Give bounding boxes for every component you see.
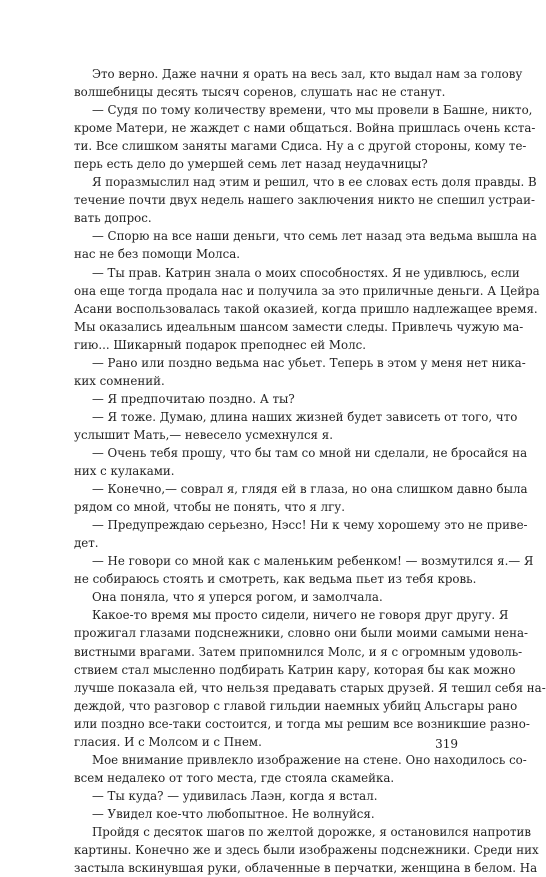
text-line: Я поразмыслил над этим и решил, что в ее словах есть доля правды. В: [92, 175, 537, 190]
text-line: дет.: [74, 536, 99, 551]
text-line: гласия. И с Молсом и с Пнем.: [74, 734, 262, 749]
text-line: них с кулаками.: [74, 464, 175, 479]
text-line: вистными врагами. Затем припомнился Молс, и я с огромным удоволь-: [74, 644, 523, 659]
text-line: рядом со мной, чтобы не понять, что я лгу.: [74, 500, 345, 515]
text-line: нас не без помощи Молса.: [74, 247, 241, 262]
text-line: ких сомнений.: [74, 373, 165, 388]
text-line: деждой, что разговор с главой гильдии наемных убийц Альсгары рано: [74, 698, 518, 713]
text-line: — Предупреждаю серьезно, Нэсс! Ни к чему хорошему это не приве-: [92, 518, 528, 533]
text-line: гию... Шикарный подарок преподнес ей Молс.: [74, 337, 366, 352]
text-line: — Очень тебя прошу, что бы там со мной ни сделали, не бросайся на: [92, 445, 528, 460]
text-line: — Судя по тому количеству времени, что мы провели в Башне, никто,: [92, 103, 533, 118]
text-line: она еще тогда продала нас и получила за это приличные деньги. А Цейра: [74, 283, 540, 298]
text-line: лучше показала ей, что нельзя предавать старых друзей. Я тешил себя на-: [74, 680, 546, 695]
text-line: — Я предпочитаю поздно. А ты?: [92, 391, 295, 406]
text-line: кроме Матери, не жаждет с нами общаться. Война пришлась очень кста-: [74, 121, 536, 136]
text-line: картины. Конечно же и здесь были изображены подснежники. Среди них: [74, 843, 539, 858]
text-line: — Спорю на все наши деньги, что семь лет назад эта ведьма вышла на: [92, 229, 537, 244]
text-line: — Ты прав. Катрин знала о моих способностях. Я не удивлюсь, если: [92, 265, 520, 280]
text-line: Пройдя с десяток шагов по желтой дорожке, я остановился напротив: [92, 824, 532, 839]
text-line: ти. Все слишком заняты магами Сдиса. Ну а с другой стороны, кому те-: [74, 139, 527, 154]
text-line: вать допрос.: [74, 211, 152, 226]
text-line: или поздно все-таки состоится, и тогда мы решим все возникшие разно-: [74, 716, 530, 731]
page-number: 319: [435, 737, 458, 751]
text-line: — Рано или поздно ведьма нас убьет. Теперь в этом у меня нет ника-: [92, 355, 526, 370]
text-line: — Я тоже. Думаю, длина наших жизней будет зависеть от того, что: [92, 409, 518, 424]
text-line: — Не говори со мной как с маленьким ребенком! — возмутился я.— Я: [92, 554, 534, 569]
text-line: Мое внимание привлекло изображение на стене. Оно находилось со-: [92, 752, 527, 767]
page-body-text: [74, 65, 546, 877]
text-line: прожигал глазами подснежники, словно они были моими самыми нена-: [74, 626, 529, 641]
text-line: — Ты куда? — удивилась Лаэн, когда я встал.: [92, 788, 378, 803]
text-line: Асани воспользовалась такой оказией, когда пришло надлежащее время.: [74, 301, 538, 316]
text-line: — Конечно,— соврал я, глядя ей в глаза, но она слишком давно была: [92, 482, 528, 497]
text-line: волшебницы десять тысяч соренов, слушать нас не станут.: [74, 85, 446, 100]
text-line: услышит Мать,— невесело усмехнулся я.: [74, 427, 333, 442]
text-line: Она поняла, что я уперся рогом, и замолчала.: [92, 590, 383, 605]
text-line: Мы оказались идеальным шансом замести следы. Привлечь чужую ма-: [74, 319, 524, 334]
text-line: Это верно. Даже начни я орать на весь зал, кто выдал нам за голову: [92, 67, 523, 81]
text-line: — Увидел кое-что любопытное. Не волнуйся.: [92, 806, 375, 821]
text-line: Какое-то время мы просто сидели, ничего не говоря друг другу. Я: [92, 608, 509, 623]
text-line: перь есть дело до умершей семь лет назад неудачницы?: [74, 157, 428, 172]
text-line: ствием стал мысленно подбирать Катрин кару, которая бы как можно: [74, 662, 516, 677]
text-line: всем недалеко от того места, где стояла скамейка.: [74, 770, 395, 785]
text-line: застыла вскинувшая руки, облаченные в перчатки, женщина в белом. На: [74, 861, 538, 876]
text-line: не собираюсь стоять и смотреть, как ведьма пьет из тебя кровь.: [74, 572, 477, 587]
text-line: течение почти двух недель нашего заключения никто не спешил устраи-: [74, 193, 535, 208]
